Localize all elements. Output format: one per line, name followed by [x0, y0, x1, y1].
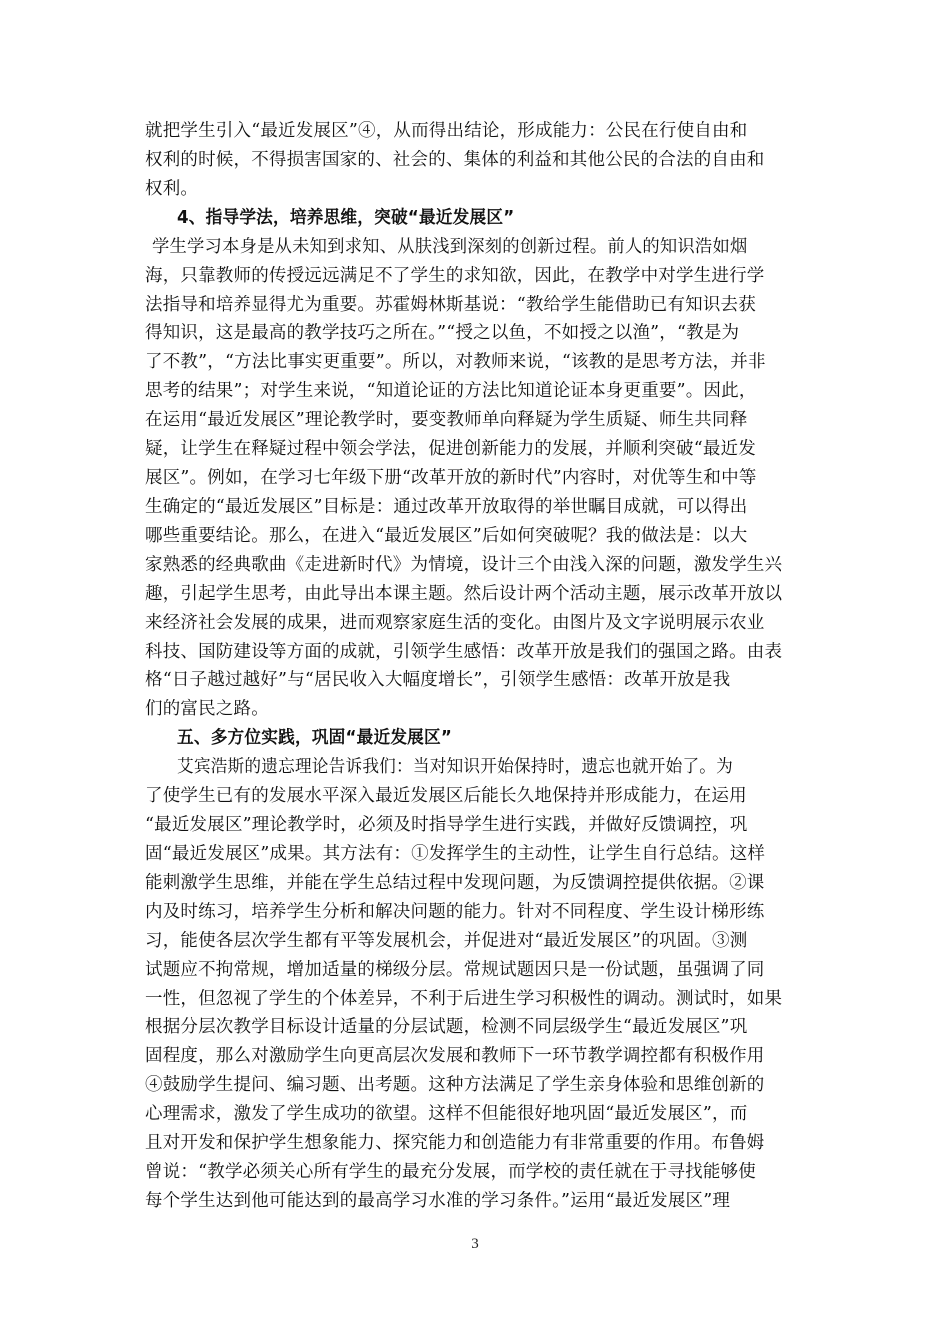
text-line: 根据分层次教学目标设计适量的分层试题，检测不同层级学生“最近发展区”巩 — [145, 1017, 748, 1037]
section-heading: 五、多方位实践，巩固“最近发展区” — [177, 728, 453, 748]
text-line: 固“最近发展区”成果。其方法有：①发挥学生的主动性，让学生自行总结。这样 — [145, 844, 766, 864]
text-line: 曾说：“教学必须关心所有学生的最充分发展，而学校的责任就在于寻找能够使 — [145, 1162, 756, 1182]
text-line: 一性，但忽视了学生的个体差异，不利于后进生学习积极性的调动。测试时，如果 — [145, 989, 783, 1009]
text-line: 权利。 — [145, 179, 199, 199]
text-line: 了不教”，“方法比事实更重要”。所以，对教师来说，“该教的是思考方法，并非 — [145, 352, 766, 372]
text-line: 且对开发和保护学生想象能力、探究能力和创造能力有非常重要的作用。布鲁姆 — [145, 1133, 765, 1153]
text-line: 学生学习本身是从未知到求知、从肤浅到深刻的创新过程。前人的知识浩如烟 — [152, 237, 748, 257]
text-line: 了使学生已有的发展水平深入最近发展区后能长久地保持并形成能力，在运用 — [145, 786, 747, 806]
text-line: 习，能使各层次学生都有平等发展机会，并促进对“最近发展区”的巩固。③测 — [145, 931, 748, 951]
text-line: 展区”。例如，在学习七年级下册“改革开放的新时代”内容时，对优等生和中等 — [145, 468, 757, 488]
text-line: 们的富民之路。 — [145, 699, 269, 719]
text-line: 格“日子越过越好”与“居民收入大幅度增长”，引领学生感悟：改革开放是我 — [145, 670, 731, 690]
text-line: “最近发展区”理论教学时，必须及时指导学生进行实践，并做好反馈调控，巩 — [145, 815, 748, 835]
text-line: 艾宾浩斯的遗忘理论告诉我们：当对知识开始保持时，遗忘也就开始了。为 — [177, 757, 734, 777]
text-line: 试题应不拘常规，增加适量的梯级分层。常规试题因只是一份试题，虽强调了同 — [145, 960, 765, 980]
text-line: 来经济社会发展的成果，进而观察家庭生活的变化。由图片及文字说明展示农业 — [145, 613, 765, 633]
text-line: 思考的结果”；对学生来说，“知道论证的方法比知道论证本身更重要”。因此， — [145, 381, 757, 401]
text-line: ④鼓励学生提问、编习题、出考题。这种方法满足了学生亲身体验和思维创新的 — [145, 1075, 765, 1095]
text-line: 固程度，那么对激励学生向更高层次发展和教师下一环节教学调控都有积极作用 — [145, 1046, 765, 1066]
text-line: 海，只靠教师的传授远远满足不了学生的求知欲，因此，在教学中对学生进行学 — [145, 266, 765, 286]
text-line: 家熟悉的经典歌曲《走进新时代》为情境，设计三个由浅入深的问题，激发学生兴 — [145, 555, 783, 575]
text-line: 疑，让学生在释疑过程中领会学法，促进创新能力的发展，并顺利突破“最近发 — [145, 439, 756, 459]
text-line: 法指导和培养显得尤为重要。苏霍姆林斯基说：“教给学生能借助已有知识去获 — [145, 295, 756, 315]
text-line: 在运用“最近发展区”理论教学时，要变教师单向释疑为学生质疑、师生共同释 — [145, 410, 748, 430]
text-line: 得知识，这是最高的教学技巧之所在。”“授之以鱼，不如授之以渔”，“教是为 — [145, 323, 740, 343]
text-line: 趣，引起学生思考，由此导出本课主题。然后设计两个活动主题，展示改革开放以 — [145, 584, 783, 604]
page-number: 3 — [471, 1236, 479, 1252]
text-line: 哪些重要结论。那么，在进入“最近发展区”后如何突破呢？我的做法是：以大 — [145, 526, 748, 546]
text-line: 能刺激学生思维，并能在学生总结过程中发现问题，为反馈调控提供依据。②课 — [145, 873, 765, 893]
text-line: 生确定的“最近发展区”目标是：通过改革开放取得的举世瞩目成就，可以得出 — [145, 497, 748, 517]
text-line: 每个学生达到他可能达到的最高学习水准的学习条件。”运用“最近发展区”理 — [145, 1191, 731, 1211]
section-heading: 4、指导学法，培养思维，突破“最近发展区” — [177, 208, 515, 228]
text-line: 权利的时候，不得损害国家的、社会的、集体的利益和其他公民的合法的自由和 — [145, 150, 765, 170]
text-line: 科技、国防建设等方面的成就，引领学生感悟：改革开放是我们的强国之路。由表 — [145, 642, 783, 662]
text-line: 就把学生引入“最近发展区”④，从而得出结论，形成能力：公民在行使自由和 — [145, 121, 748, 141]
text-line: 内及时练习，培养学生分析和解决问题的能力。针对不同程度、学生设计梯形练 — [145, 902, 765, 922]
text-line: 心理需求，激发了学生成功的欲望。这样不但能很好地巩固“最近发展区”，而 — [145, 1104, 748, 1124]
